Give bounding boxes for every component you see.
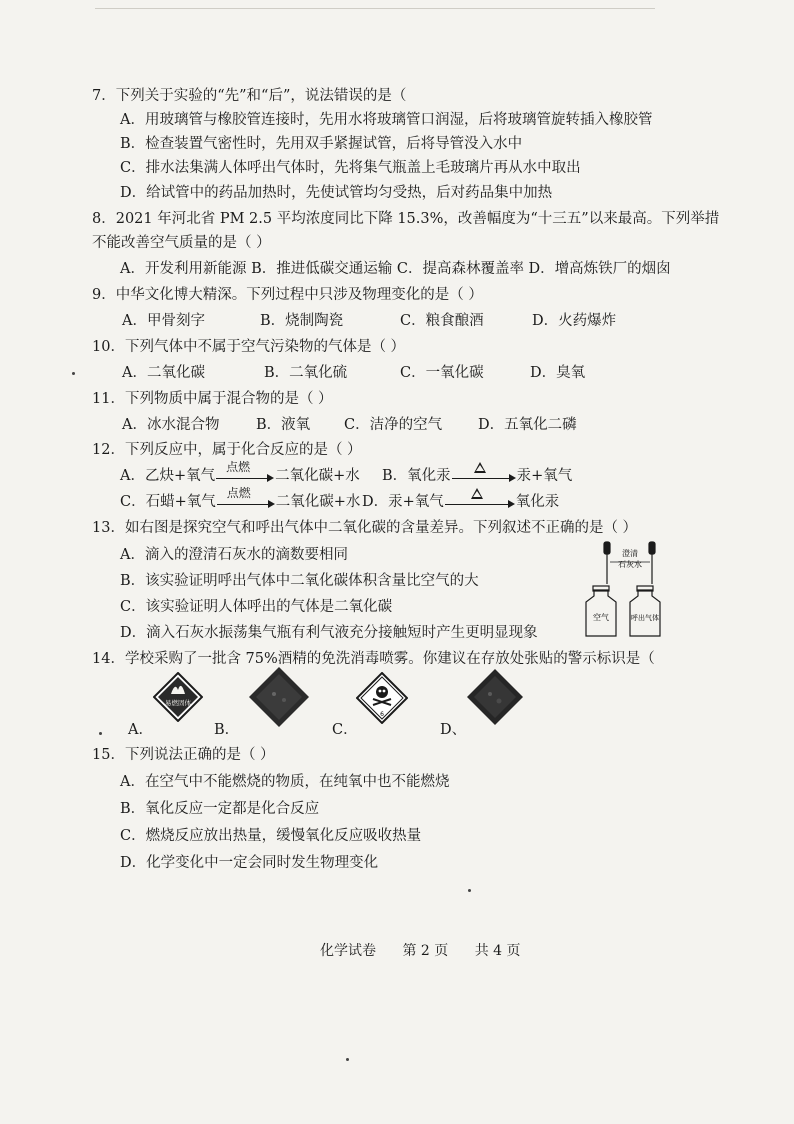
question-13-option-c: C．该实验证明人体呼出的气体是二氧化碳 <box>120 599 393 615</box>
question-15-option-c: C．燃烧反应放出热量，缓慢氧化反应吸收热量 <box>120 828 422 844</box>
reaction-arrow <box>216 460 274 483</box>
question-11-stem: 11．下列物质中属于混合物的是（ ） <box>92 391 333 407</box>
question-8-stem-cont: 不能改善空气质量的是（ ） <box>92 235 271 251</box>
heat-triangle-icon <box>474 462 486 473</box>
scan-speck <box>72 372 75 375</box>
question-15-option-a: A．在空气中不能燃烧的物质，在纯氧中也不能燃烧 <box>120 774 450 790</box>
question-13-option-a: A．滴入的澄清石灰水的滴数要相同 <box>120 547 348 563</box>
scan-top-edge <box>95 0 655 9</box>
limewater-label: 澄清 <box>622 549 638 558</box>
eq-d-products: 氧化汞 <box>515 494 560 510</box>
question-7-option-b: B．检查装置气密性时，先用双手紧握试管，后将导管没入水中 <box>120 136 523 152</box>
question-7-option-c: C．排水法集满人体呼出气体时，先将集气瓶盖上毛玻璃片再从水中取出 <box>120 160 581 176</box>
footer-total-pages: 共 4 页 <box>474 943 521 959</box>
question-14-option-d: D、 <box>440 722 467 738</box>
question-9-option-c: C．粮食酿酒 <box>400 313 484 329</box>
question-11-option-d: D．五氧化二磷 <box>478 417 577 433</box>
arrow-condition: 点燃 <box>226 460 251 474</box>
question-12-option-d <box>362 492 559 512</box>
question-13-option-d: D．滴入石灰水振荡集气瓶有利气液充分接触短时产生更明显现象 <box>120 625 538 641</box>
hazard-sign-d-icon <box>466 668 524 726</box>
page-footer <box>320 940 543 960</box>
eq-c-products: 二氧化碳+水 <box>275 494 361 510</box>
eq-d-reactants: D．汞+氧气 <box>362 494 444 510</box>
question-8-stem: 8．2021 年河北省 PM 2.5 平均浓度同比下降 15.3%，改善幅度为“十三五”以来最高。下列举措 <box>92 211 720 227</box>
question-7-stem: 7．下列关于实验的“先”和“后”，说法错误的是（ <box>92 88 407 104</box>
question-14-stem: 14．学校采购了一批含 75%酒精的免洗消毒喷雾。你建议在存放处张贴的警示标识是（ <box>92 651 655 667</box>
hazard-sign-b-icon <box>248 666 310 728</box>
question-9-option-d: D．火药爆炸 <box>532 313 617 329</box>
question-11-option-a: A．冰水混合物 <box>122 417 220 433</box>
question-9-stem: 9．中华文化博大精深。下列过程中只涉及物理变化的是（ ） <box>92 287 483 303</box>
question-12-option-c <box>120 486 361 512</box>
flammable-solid-sign-icon <box>153 672 203 722</box>
heat-arrow <box>452 469 516 483</box>
question-9-option-a: A．甲骨刻字 <box>122 313 205 329</box>
heat-arrow <box>445 495 515 509</box>
scan-speck <box>468 889 471 892</box>
eq-a-reactants: A．乙炔+氧气 <box>120 468 216 484</box>
reaction-arrow <box>217 486 275 509</box>
scan-speck <box>99 732 102 735</box>
toxic-skull-sign-icon <box>356 672 408 724</box>
question-15-stem: 15．下列说法正确的是（ ） <box>92 747 275 763</box>
question-7-option-a: A．用玻璃管与橡胶管连接时，先用水将玻璃管口润湿，后将玻璃管旋转插入橡胶管 <box>120 112 653 128</box>
question-13-stem: 13．如右图是探究空气和呼出气体中二氧化碳的含量差异。下列叙述不正确的是（ ） <box>92 520 638 536</box>
eq-b-reactants: B．氧化汞 <box>382 468 451 484</box>
question-7-option-d: D．给试管中的药品加热时，先使试管均匀受热，后对药品集中加热 <box>120 185 553 201</box>
question-12-option-b <box>382 466 572 486</box>
question-15-option-d: D．化学变化中一定会同时发生物理变化 <box>120 855 379 871</box>
footer-subject: 化学试卷 <box>320 943 376 959</box>
question-10-option-d: D．臭氧 <box>530 365 586 381</box>
question-14-option-b: B． <box>214 722 240 738</box>
question-10-stem: 10．下列气体中不属于空气污染物的气体是（ ） <box>92 339 406 355</box>
co2-experiment-figure <box>576 540 672 640</box>
exhaled-bottle-label: 呼出气体 <box>631 614 659 622</box>
question-12-option-a <box>120 460 360 486</box>
question-11-option-c: C．洁净的空气 <box>344 417 443 433</box>
air-bottle-label: 空气 <box>593 613 609 622</box>
heat-triangle-icon <box>471 488 483 499</box>
question-10-option-a: A．二氧化碳 <box>122 365 205 381</box>
sign-a-text: 易燃固体 <box>165 699 191 707</box>
eq-c-reactants: C．石蜡+氧气 <box>120 494 216 510</box>
question-8-options: A．开发利用新能源 B．推进低碳交通运输 C．提高森林覆盖率 D．增高炼铁厂的烟囱 <box>120 261 671 277</box>
question-13-option-b: B．该实验证明呼出气体中二氧化碳体积含量比空气的大 <box>120 573 479 589</box>
eq-a-products: 二氧化碳+水 <box>275 468 360 484</box>
sign-c-text: 6 <box>380 711 384 718</box>
arrow-condition: 点燃 <box>226 486 251 500</box>
question-12-stem: 12．下列反应中，属于化合反应的是（ ） <box>92 442 362 458</box>
eq-b-products: 汞+氧气 <box>516 468 573 484</box>
question-10-option-b: B．二氧化硫 <box>264 365 348 381</box>
question-14-option-a: A． <box>128 722 153 738</box>
question-9-option-b: B．烧制陶瓷 <box>260 313 344 329</box>
limewater-label-2: 石灰水 <box>618 560 642 569</box>
question-14-option-c: C． <box>332 722 358 738</box>
question-15-option-b: B．氧化反应一定都是化合反应 <box>120 801 320 817</box>
question-10-option-c: C．一氧化碳 <box>400 365 484 381</box>
footer-page-number: 第 2 页 <box>402 943 449 959</box>
scan-speck <box>346 1058 349 1061</box>
question-11-option-b: B．液氧 <box>256 417 311 433</box>
